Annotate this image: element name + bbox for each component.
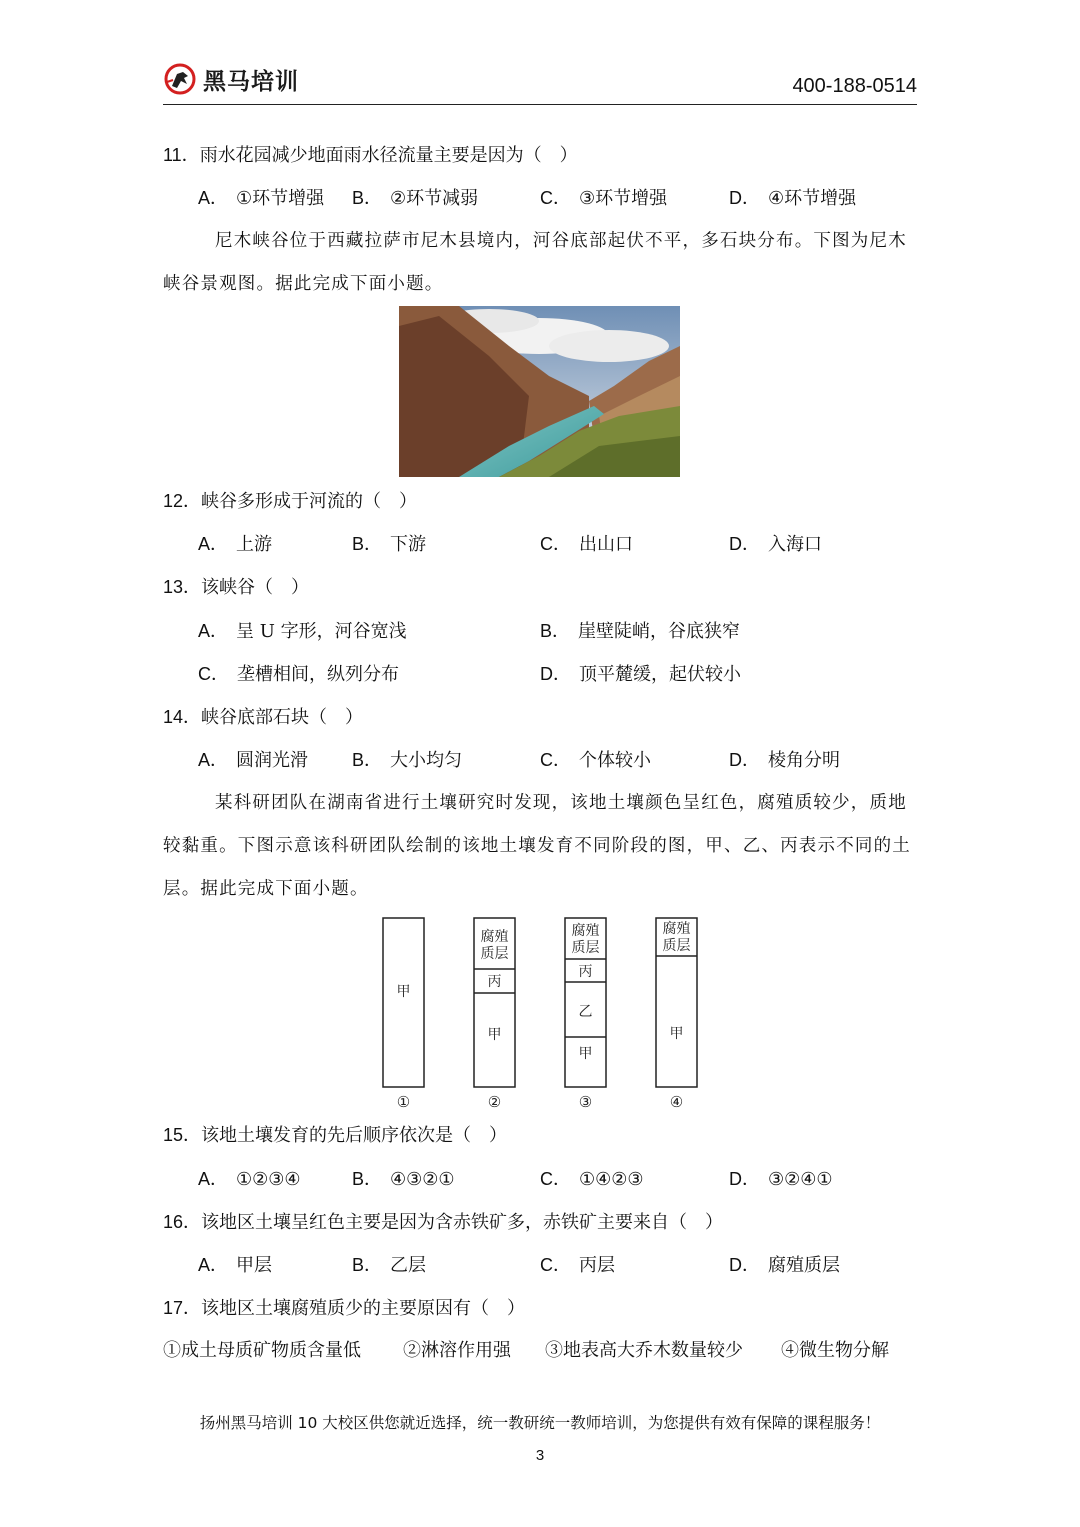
option-a: A． 呈 U 字形，河谷宽浅 (198, 621, 407, 642)
option-a: A． ①②③④ (198, 1169, 301, 1190)
question-12: 12．峡谷多形成于河流的（ ） (163, 491, 418, 512)
option-c: C． 丙层 (540, 1255, 615, 1276)
passage-soil: 某科研团队在湖南省进行土壤研究时发现，该地土壤颜色呈红色，腐殖质较少，质地 较黏重。下图示意该科研团队绘制的该地土壤发育不同阶段的图，甲、乙、丙表示不同的土 层。据此完成下面小题。 (163, 793, 911, 899)
option-c: C． 出山口 (540, 534, 633, 555)
column-label-4: ④ (669, 1093, 684, 1111)
passage-canyon: 尼木峡谷位于西藏拉萨市尼木县境内，河谷底部起伏不平，多石块分布。下图为尼木 峡谷景观图。据此完成下面小题。 (163, 231, 907, 294)
layer-humus-l2: 质层 (480, 946, 509, 962)
option-b: B． 崖壁陡峭，谷底狭窄 (540, 621, 741, 642)
brand-logo (163, 62, 299, 96)
column-label-1: ① (396, 1093, 411, 1111)
option-b: B． 下游 (352, 534, 427, 555)
option-a: A． ①环节增强 (198, 188, 325, 209)
layer-yi: 乙 (578, 1004, 593, 1020)
layer-humus-l2: 质层 (662, 938, 691, 954)
option-a: A． 圆润光滑 (198, 750, 309, 771)
canyon-photo (399, 306, 680, 477)
option-c: C． ③环节增强 (540, 188, 668, 209)
statement-3: ③地表高大乔木数量较少 (545, 1340, 743, 1361)
layer-jia: 甲 (487, 1027, 502, 1043)
question-16: 16．该地区土壤呈红色主要是因为含赤铁矿多，赤铁矿主要来自（ ） (163, 1212, 724, 1233)
layer-humus-l1: 腐殖 (571, 923, 600, 939)
layer-jia: 甲 (669, 1026, 684, 1042)
option-b: B． 大小均匀 (352, 750, 463, 771)
option-d: D． 顶平麓缓，起伏较小 (540, 664, 741, 685)
question-number: 11． (163, 145, 200, 165)
page-number: 3 (535, 1447, 545, 1464)
question-14: 14．峡谷底部石块（ ） (163, 707, 364, 728)
header-divider (163, 104, 917, 105)
option-b: B． 乙层 (352, 1255, 427, 1276)
statement-4: ④微生物分解 (781, 1340, 889, 1361)
layer-bing: 丙 (487, 974, 502, 990)
option-d: D． 棱角分明 (729, 750, 840, 771)
option-d: D． 入海口 (729, 534, 822, 555)
soil-column-1 (383, 918, 424, 1087)
question-11 (163, 143, 578, 168)
statement-2: ②淋溶作用强 (403, 1340, 511, 1361)
option-c: C． ①④②③ (540, 1169, 644, 1190)
option-d: D． 腐殖质层 (729, 1255, 840, 1276)
option-a: A． 上游 (198, 534, 273, 555)
brand-name: 黑马培训 (203, 68, 299, 95)
layer-humus-l1: 腐殖 (662, 921, 691, 937)
question-stem: 雨水花园减少地面雨水径流量主要是因为（ ） (199, 145, 578, 166)
option-d: D． ④环节增强 (729, 188, 857, 209)
question-15: 15．该地土壤发育的先后顺序依次是（ ） (163, 1125, 508, 1146)
column-label-3: ③ (578, 1093, 593, 1111)
option-a: A． 甲层 (198, 1255, 273, 1276)
layer-jia: 甲 (578, 1046, 593, 1062)
layer-humus-l2: 质层 (571, 940, 600, 956)
option-c: C． 垄槽相间，纵列分布 (198, 664, 399, 685)
option-c: C． 个体较小 (540, 750, 651, 771)
option-b: B． ②环节减弱 (352, 188, 479, 209)
option-d: D． ③②④① (729, 1169, 833, 1190)
horse-logo-icon (163, 62, 197, 96)
phone-number: 400-188-0514 (792, 75, 917, 97)
question-13: 13．该峡谷（ ） (163, 577, 310, 598)
layer-humus-l1: 腐殖 (480, 929, 509, 945)
column-label-2: ② (487, 1093, 502, 1111)
option-b: B． ④③②① (352, 1169, 455, 1190)
footer-slogan: 扬州黑马培训 10 大校区供您就近选择，统一教研统一教师培训，为您提供有效有保障的课程服务！ (199, 1414, 881, 1432)
soil-profile-diagram (370, 910, 710, 1115)
question-17: 17．该地区土壤腐殖质少的主要原因有（ ） (163, 1298, 526, 1319)
layer-jia: 甲 (396, 984, 411, 1000)
layer-bing: 丙 (578, 964, 593, 980)
statement-1: ①成土母质矿物质含量低 (163, 1340, 361, 1361)
